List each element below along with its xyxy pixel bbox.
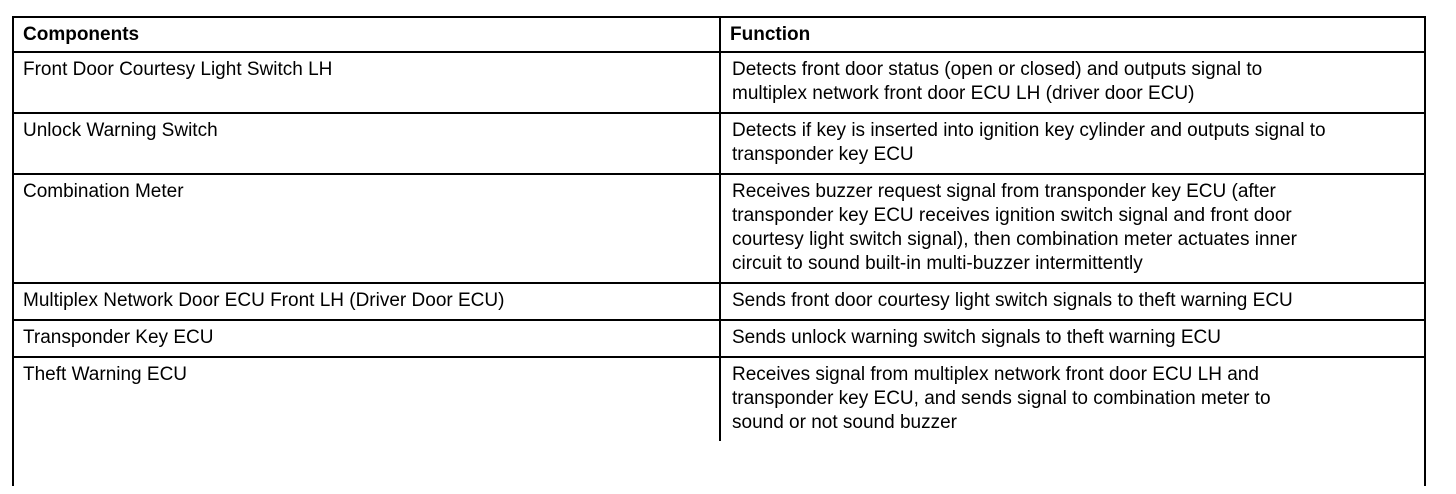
function-cell (720, 52, 1424, 113)
function-cell (720, 357, 1424, 441)
function-cell (720, 320, 1424, 357)
component-cell: Transponder Key ECU (14, 320, 720, 357)
function-line: Detects if key is inserted into ignition key cylinder and outputs signal to (732, 120, 1326, 141)
component-cell: Combination Meter (14, 174, 720, 283)
components-function-table (12, 16, 1426, 486)
function-line: transponder key ECU, and sends signal to combination meter to (732, 388, 1271, 409)
function-line: Receives signal from multiplex network front door ECU LH and (732, 364, 1259, 385)
function-cell (720, 174, 1424, 283)
table (14, 18, 1424, 441)
function-line: courtesy light switch signal), then combination meter actuates inner (732, 229, 1297, 250)
function-line: multiplex network front door ECU LH (driver door ECU) (732, 83, 1195, 104)
function-line: circuit to sound built-in multi-buzzer intermittently (732, 253, 1143, 274)
header-function: Function (720, 18, 1424, 52)
header-row (14, 18, 1424, 52)
table-row (14, 174, 1424, 283)
table-row (14, 52, 1424, 113)
function-line: Sends unlock warning switch signals to theft warning ECU (732, 327, 1221, 348)
component-cell: Front Door Courtesy Light Switch LH (14, 52, 720, 113)
table-row (14, 113, 1424, 174)
table-row (14, 320, 1424, 357)
function-line: Detects front door status (open or closed) and outputs signal to (732, 59, 1263, 80)
function-line: transponder key ECU receives ignition switch signal and front door (732, 205, 1292, 226)
function-cell (720, 283, 1424, 320)
table-row (14, 357, 1424, 441)
function-line: sound or not sound buzzer (732, 412, 957, 433)
function-cell (720, 113, 1424, 174)
function-line: transponder key ECU (732, 144, 914, 165)
component-cell: Theft Warning ECU (14, 357, 720, 441)
table-row (14, 283, 1424, 320)
function-line: Receives buzzer request signal from transponder key ECU (after (732, 181, 1276, 202)
component-cell: Unlock Warning Switch (14, 113, 720, 174)
header-components: Components (14, 18, 720, 52)
component-cell: Multiplex Network Door ECU Front LH (Driver Door ECU) (14, 283, 720, 320)
function-line: Sends front door courtesy light switch signals to theft warning ECU (732, 290, 1293, 311)
